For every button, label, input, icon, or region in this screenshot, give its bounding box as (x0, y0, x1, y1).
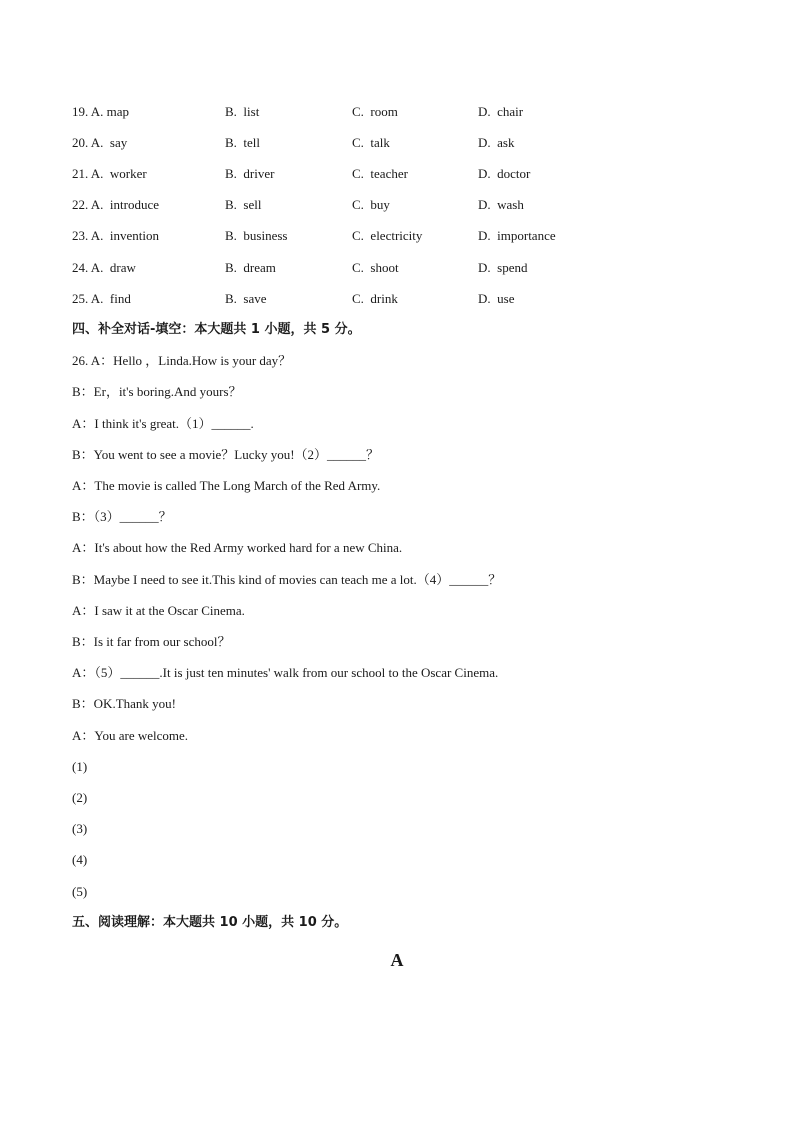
option-b: B. business (225, 228, 288, 243)
answer-label: (5) (72, 884, 88, 899)
option-a: 24. A. draw (72, 260, 136, 275)
question-row-25 (0, 289, 794, 309)
dialogue-line: A：（5）______.It is just ten minutes' walk from our school to the Oscar Cinema. (72, 665, 499, 680)
section-heading: 四、补全对话-填空：本大题共 1 小题，共 5 分。 (72, 322, 361, 337)
dialogue-line: B：You went to see a movie？Lucky you!（2）______？ (72, 447, 380, 462)
question-row-19 (0, 102, 794, 122)
option-c: C. teacher (352, 166, 408, 181)
question-row-22 (0, 195, 794, 215)
option-c: C. room (352, 104, 398, 119)
option-d: D. chair (478, 104, 524, 119)
section-heading: 五、阅读理解：本大题共 10 小题，共 10 分。 (72, 915, 348, 930)
answer-label: (4) (72, 852, 88, 867)
question-row-24 (0, 258, 794, 278)
option-d: D. wash (478, 197, 524, 212)
answer-label: (1) (72, 759, 88, 774)
dialogue-line: B：Is it far from our school？ (72, 634, 231, 649)
answer-label: (3) (72, 821, 88, 836)
option-a: 22. A. introduce (72, 197, 160, 212)
dialogue-line: B：OK.Thank you! (72, 696, 176, 711)
option-b: B. sell (225, 197, 262, 212)
dialogue-line: 26. A：Hello ，Linda.How is your day？ (72, 353, 292, 368)
option-c: C. shoot (352, 260, 399, 275)
option-b: B. tell (225, 135, 261, 150)
option-c: C. drink (352, 291, 398, 306)
question-row-20 (0, 133, 794, 153)
option-c: C. talk (352, 135, 390, 150)
dialogue-line: A：I saw it at the Oscar Cinema. (72, 603, 245, 618)
dialogue-line: A：I think it's great.（1）______. (72, 416, 254, 431)
option-c: C. electricity (352, 228, 423, 243)
option-b: B. driver (225, 166, 275, 181)
option-a: 20. A. say (72, 135, 128, 150)
dialogue-line: A：You are welcome. (72, 728, 189, 743)
dialogue-line: A：It's about how the Red Army worked hard for a new China. (72, 540, 403, 555)
option-b: B. save (225, 291, 267, 306)
answer-label: (2) (72, 790, 88, 805)
option-b: B. list (225, 104, 260, 119)
option-d: D. use (478, 291, 515, 306)
option-c: C. buy (352, 197, 390, 212)
question-row-21 (0, 164, 794, 184)
option-a: 19. A. map (72, 104, 130, 119)
option-a: 21. A. worker (72, 166, 147, 181)
passage-title: A (390, 950, 404, 970)
option-d: D. doctor (478, 166, 531, 181)
option-d: D. importance (478, 228, 556, 243)
option-d: D. spend (478, 260, 528, 275)
dialogue-line: A：The movie is called The Long March of the Red Army. (72, 478, 381, 493)
dialogue-line: B：Maybe I need to see it.This kind of movies can teach me a lot.（4）______？ (72, 572, 502, 587)
dialogue-line: B：Er，it's boring.And yours？ (72, 384, 242, 399)
option-d: D. ask (478, 135, 515, 150)
dialogue-line: B：（3）______？ (72, 509, 172, 524)
option-a: 25. A. find (72, 291, 131, 306)
option-a: 23. A. invention (72, 228, 160, 243)
option-b: B. dream (225, 260, 276, 275)
question-row-23 (0, 226, 794, 246)
